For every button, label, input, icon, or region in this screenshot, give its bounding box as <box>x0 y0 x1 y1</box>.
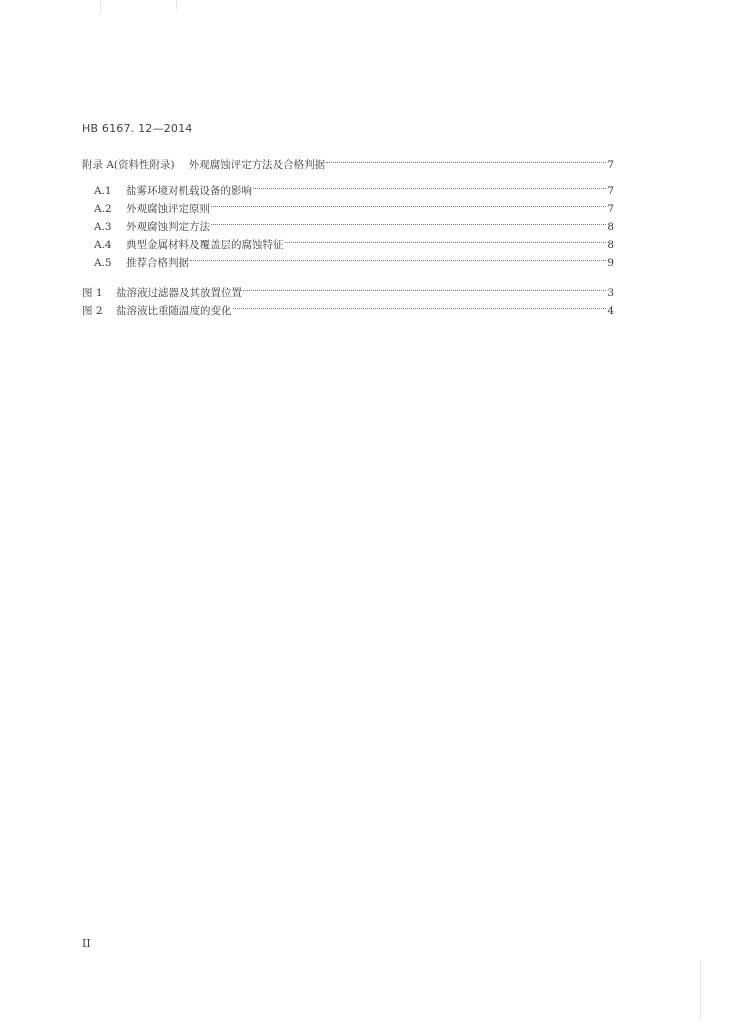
dot-leader <box>211 194 606 212</box>
table-of-contents <box>82 150 614 317</box>
dot-leader <box>326 150 606 168</box>
scan-artifact <box>700 960 701 1020</box>
dot-leader <box>285 230 607 248</box>
toc-entry-figure-1[interactable] <box>82 278 614 299</box>
toc-entry-title: 外观腐蚀评定原则 <box>126 203 210 215</box>
toc-entry-page: 8 <box>607 221 614 233</box>
toc-entry-page: 7 <box>607 203 614 215</box>
toc-entry-title: 盐溶液比重随温度的变化 <box>116 305 232 317</box>
toc-entry-title: 外观腐蚀判定方法 <box>126 221 210 233</box>
toc-entry-title: 典型金属材料及覆盖层的腐蚀特征 <box>126 239 284 251</box>
toc-entry-page: 4 <box>607 305 614 317</box>
dot-leader <box>243 278 606 296</box>
toc-entry-number: A.1 <box>94 185 112 197</box>
toc-entry-page: 7 <box>607 159 614 171</box>
scan-artifact <box>100 0 101 14</box>
toc-entry-number: 图 2 <box>82 305 103 317</box>
dot-leader <box>233 296 607 314</box>
toc-entry-page: 3 <box>607 287 614 299</box>
toc-entry-page: 8 <box>607 239 614 251</box>
toc-entry-number: A.5 <box>94 257 112 269</box>
toc-entry-number: A.3 <box>94 221 112 233</box>
toc-entry-page: 7 <box>607 185 614 197</box>
toc-entry-number: A.2 <box>94 203 112 215</box>
page-number: II <box>82 937 91 950</box>
toc-entry-annex-a[interactable] <box>82 150 614 171</box>
toc-entry-title: 推荐合格判据 <box>126 257 189 269</box>
dot-leader <box>190 248 606 266</box>
scan-artifact <box>176 0 177 10</box>
toc-entry-number: 附录 A(资料性附录) <box>82 159 175 171</box>
toc-entry-page: 9 <box>607 257 614 269</box>
toc-entry-title: 盐溶液过滤器及其放置位置 <box>116 287 242 299</box>
toc-entry-title: 盐雾环境对机载设备的影响 <box>126 185 252 197</box>
toc-entry-a1[interactable] <box>82 176 614 197</box>
toc-entry-title: 外观腐蚀评定方法及合格判据 <box>188 159 326 171</box>
dot-leader <box>211 212 606 230</box>
toc-entry-number: A.4 <box>94 239 112 251</box>
document-id-header: HB 6167. 12—2014 <box>82 122 193 135</box>
dot-leader <box>253 176 606 194</box>
toc-entry-number: 图 1 <box>82 287 103 299</box>
